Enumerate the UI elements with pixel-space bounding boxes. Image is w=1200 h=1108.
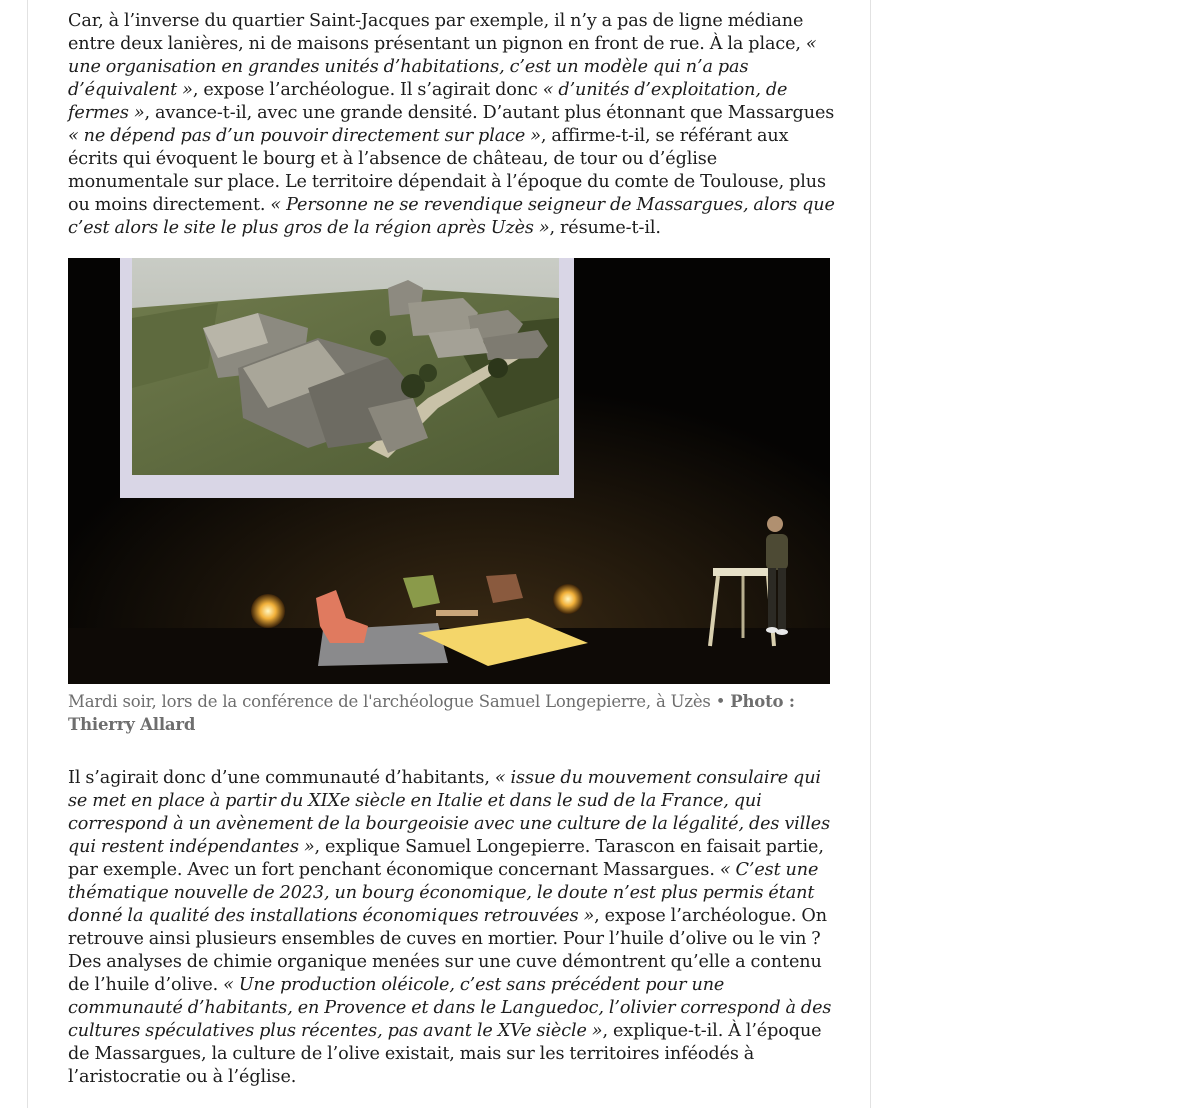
article-paragraph-1	[68, 10, 838, 240]
text-segment: , résume-t-il.	[549, 218, 661, 238]
text-segment: , affirme-t-il, se référant aux écrits qui évoquent le bourg et à l’absence de château, de tour ou d’église monumentale sur place. Le territoire dépendait à l’époque du comte de Toulouse, plus ou moins directement.	[68, 126, 826, 215]
quote-segment: « ne dépend pas d’un pouvoir directement sur place »	[68, 126, 541, 146]
caption-text: Mardi soir, lors de la conférence de l'archéologue Samuel Longepierre, à Uzès	[68, 692, 711, 711]
text-segment: , expose l’archéologue. On retrouve ainsi plusieurs ensembles de cuves en mortier. Pour l’huile d’olive ou le vin ? Des analyses de chimie organique menées sur une cuve démontrent qu’elle a contenu de l’huile d’olive.	[68, 906, 827, 995]
text-segment: , expose l’archéologue. Il s’agirait donc	[192, 80, 543, 100]
article-paragraph-2	[68, 767, 838, 1089]
quote-segment: « d’unités d’exploitation, de fermes »	[68, 80, 788, 123]
photo-credit: Photo : Thierry Allard	[68, 692, 795, 734]
text-segment: Car, à l’inverse du quartier Saint-Jacques par exemple, il n’y a pas de ligne médiane entre deux lanières, ni de maisons présentant un pignon en front de rue. À la place,	[68, 11, 806, 54]
text-segment: , explique Samuel Longepierre. Tarascon en faisait partie, par exemple. Avec un fort penchant économique concernant Massargues.	[68, 837, 824, 880]
quote-segment: « C’est une thématique nouvelle de 2023, un bourg économique, le doute n’est plus permis étant donné la qualité des installations économiques retrouvées »	[68, 860, 819, 926]
quote-segment: « Personne ne se revendique seigneur de Massargues, alors que c’est alors le site le plus gros de la région après Uzès »	[68, 195, 835, 238]
column-rule-right	[870, 0, 871, 1108]
photo-caption	[68, 690, 830, 736]
quote-segment: « Une production oléicole, c’est sans précédent pour une communauté d’habitants, en Provence et dans le Languedoc, l’olivier correspond à des cultures spéculatives plus récentes, pas avant le XVe siècle »	[68, 975, 832, 1041]
conference-photo-illustration	[68, 258, 830, 684]
text-segment: , avance-t-il, avec une grande densité. D’autant plus étonnant que Massargues	[144, 103, 835, 123]
column-rule-left	[27, 0, 28, 1108]
article-figure	[68, 258, 830, 736]
quote-segment: « issue du mouvement consulaire qui se met en place à partir du XIXe siècle en Italie et dans le sud de la France, qui correspond à un avènement de la bourgeoisie avec une culture de la légalité, des villes qui restent indépendantes »	[68, 768, 831, 857]
conference-photo[interactable]	[68, 258, 830, 684]
text-segment: , explique-t-il. À l’époque de Massargues, la culture de l’olive existait, mais sur les territoires inféodés à l’aristocratie ou à l’église.	[68, 1021, 822, 1087]
text-segment: Il s’agirait donc d’une communauté d’habitants,	[68, 768, 495, 788]
caption-separator: •	[710, 692, 731, 711]
quote-segment: « une organisation en grandes unités d’habitations, c’est un modèle qui n’a pas d’équivalent »	[68, 34, 817, 100]
article-body	[68, 10, 838, 1089]
